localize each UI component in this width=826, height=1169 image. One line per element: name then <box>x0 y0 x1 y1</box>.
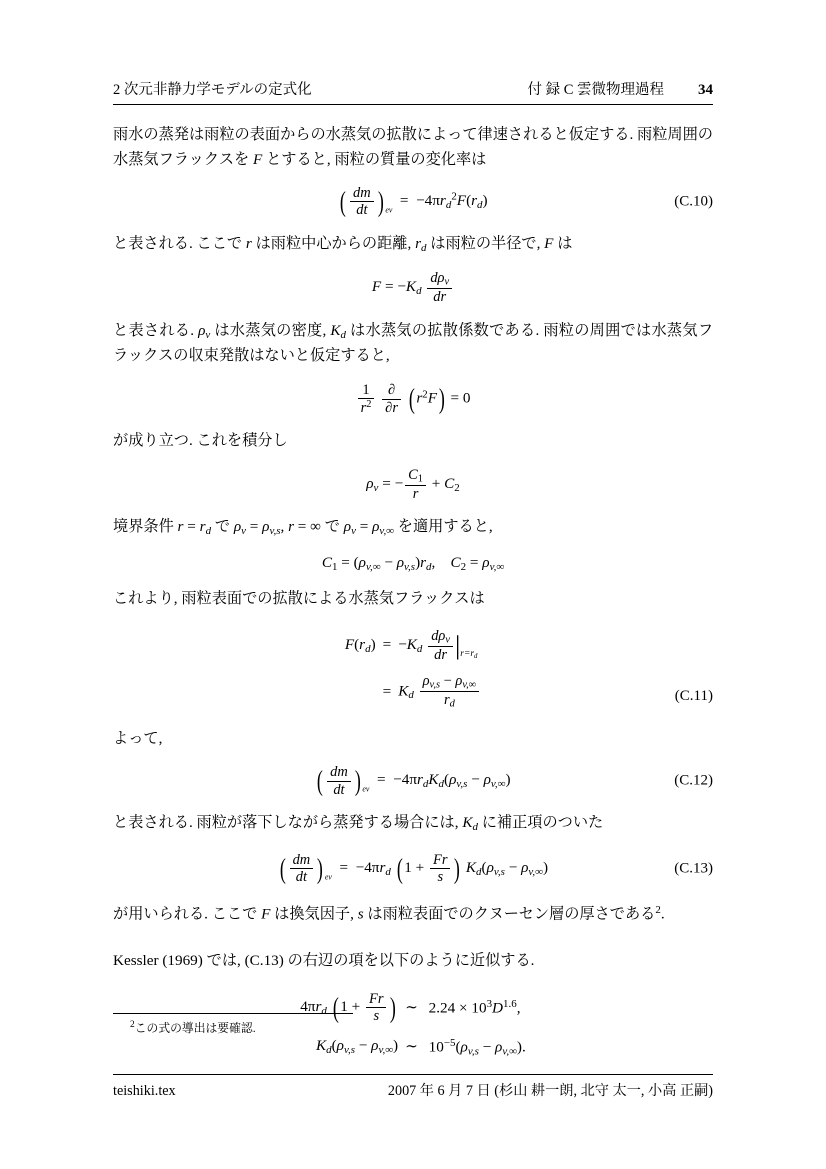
paragraph-9: が用いられる. ここで F は換気因子, s は雨粒表面でのクヌーセン層の厚さである$^2$. <box>113 903 665 923</box>
equation-rho-integral-body: $\rho_v$ = − $\frac{C1}{r}$ + C2 <box>366 466 460 503</box>
equation-c13-tag: (C.13) <box>674 860 713 877</box>
paragraph-5: 境界条件 $r = r_d$ で $\rho_v = \rho_{v,s}$, r = ∞ で $\rho_v = \rho_{v,\infty}$ を適用すると, <box>113 518 493 538</box>
footnote-ref[interactable]: 2 <box>655 903 661 916</box>
page-number: 34 <box>698 82 713 98</box>
paragraph-9-c: は雨粒表面でのクヌーセン層の厚さである <box>363 905 656 923</box>
paragraph-1-post: とすると, 雨粒の質量の変化率は <box>262 150 487 168</box>
paragraph-2-a: と表される. ここで <box>113 234 246 252</box>
equation-c12 <box>113 764 713 797</box>
running-header <box>113 78 713 105</box>
equation-c13-body: ( $\frac{dm}{dt}$ ) $_{ev} = -4\pi r_d$ ( 1 + $\frac{Fr}{s}$ ) $K_d(\rho_{v,s} - \rho_{v,\infty})$ <box>279 852 549 886</box>
paragraph-4: が成り立つ. これを積分し <box>113 432 288 450</box>
paragraph-2-d: は <box>553 234 573 252</box>
page-content <box>113 78 713 1070</box>
footer-rule <box>113 1074 713 1075</box>
equation-c12-body: ( $\frac{dm}{dt}$ ) $_{ev} = -4\pi r_dK_d(\rho_{v,s} - \rho_{v,\infty})$ <box>317 764 511 798</box>
equation-c12-tag: (C.12) <box>674 772 713 789</box>
paragraph-8-b: に補正項のついた <box>477 813 604 831</box>
paragraph-9-a: が用いられる. ここで <box>113 905 262 923</box>
paragraph-5-a: 境界条件 <box>113 518 178 536</box>
paragraph-10 <box>113 949 713 974</box>
equation-c11 <box>113 628 713 711</box>
equation-divergence <box>113 382 713 417</box>
equation-c10-tag: (C.10) <box>674 193 713 210</box>
paragraph-3-c: は水蒸気の拡散係数である. 雨粒の周囲では水蒸気フラックスの収束発散はないと仮定すると, <box>113 321 714 365</box>
equation-constants-body: $C1 = (\rho_{v,\infty} - \rho_{v,s})r_d$, $C2 = \rho_{v,\infty}$ <box>321 553 505 573</box>
footer-filename: teishiki.tex <box>113 1083 176 1099</box>
equation-c13 <box>113 852 713 885</box>
header-appendix-title: 付 録 C 雲微物理過程 <box>527 82 664 98</box>
paragraph-9-d: . <box>660 905 665 923</box>
equation-flux-definition <box>113 270 713 305</box>
equation-c11-tag: (C.11) <box>674 687 713 704</box>
page-footer <box>113 1080 713 1100</box>
equation-rho-integral <box>113 467 713 502</box>
equation-flux-definition-body: $F = -K_d$ $\frac{d\rho_v}{dr}$ <box>113 270 713 305</box>
equation-approximations-body: $4\pi r_d$ ( 1 + $\frac{Fr}{s}$ ) ∼ $2.24 \times 10^3D^{1.6}$, $K_d(\rho_{v,s} - \rho_{v,\infty})$ ∼ $10^{-5}(\rho_{v,s} - \rho_{v,\infty})$. <box>300 991 526 1057</box>
paragraph-7: よって, <box>113 729 163 747</box>
equation-c10-body: ( $\frac{dm}{dt}$ ) $_{ev} = -4\pi r_d^2F(r_d)$ <box>340 185 488 219</box>
paragraph-6: これより, 雨粒表面での拡散による水蒸気フラックスは <box>113 589 485 607</box>
footer-date-authors: 2007 年 6 月 7 日 (杉山 耕一朗, 北守 太一, 小高 正嗣) <box>387 1083 713 1099</box>
paragraph-1-pre: 雨水の蒸発は雨粒の表面からの水蒸気の拡散によって律速されると仮定する. 雨粒周囲の水蒸気フラックスを <box>113 126 713 168</box>
paragraph-2-c: は雨粒の半径で, <box>426 234 545 252</box>
paragraph-5-b: を適用すると, <box>393 518 493 536</box>
equation-constants <box>113 554 713 574</box>
paragraph-3-a: と表される. <box>113 321 199 339</box>
paragraph-9-b: は換気因子, <box>270 905 358 923</box>
equation-c11-body: $F(r_d)$ = $-K_d$ $\frac{d\rho_v}{dr}$ $|_{r=r_d}$ = $K_d$ $\frac{\rho_{v,s} - \rho_{v,\infty}}{r_d}$ <box>344 627 478 711</box>
paragraph-8-a: と表される. 雨粒が落下しながら蒸発する場合には, <box>113 813 463 831</box>
paragraph-8: と表される. 雨粒が落下しながら蒸発する場合には, $K_d$ に補正項のついた <box>113 813 604 833</box>
equation-c10 <box>113 185 713 218</box>
equation-divergence-body: $\frac{1}{r^2}$ $\frac{\partial}{\partial r}$ ( $r^2F) = 0$ <box>113 382 713 417</box>
footnote-rule <box>113 1013 353 1014</box>
header-chapter-title: 2 次元非静力学モデルの定式化 <box>113 82 312 98</box>
paragraph-2: と表される. ここで r は雨粒中心からの距離, $r_d$ は雨粒の半径で, F は <box>113 234 573 254</box>
paragraph-10-a: Kessler (1969) では, (C.13) の右辺の項を以下のように近似する. <box>113 951 535 969</box>
footnote-marker: 2 <box>130 1019 135 1030</box>
paragraph-1: 雨水の蒸発は雨粒の表面からの水蒸気の拡散によって律速されると仮定する. 雨粒周囲の水蒸気フラックスを F とすると, 雨粒の質量の変化率は <box>113 126 713 168</box>
footnote-text: この式の導出は要確認. <box>134 1021 256 1035</box>
paragraph-3-b: は水蒸気の密度, <box>210 321 331 339</box>
footnote <box>130 1019 256 1036</box>
paragraph-3: と表される. $\rho_v$ は水蒸気の密度, $K_d$ は水蒸気の拡散係数である. 雨粒の周囲では水蒸気フラックスの収束発散はないと仮定すると, <box>113 321 714 365</box>
paragraph-2-b: は雨粒中心からの距離, <box>251 234 416 252</box>
